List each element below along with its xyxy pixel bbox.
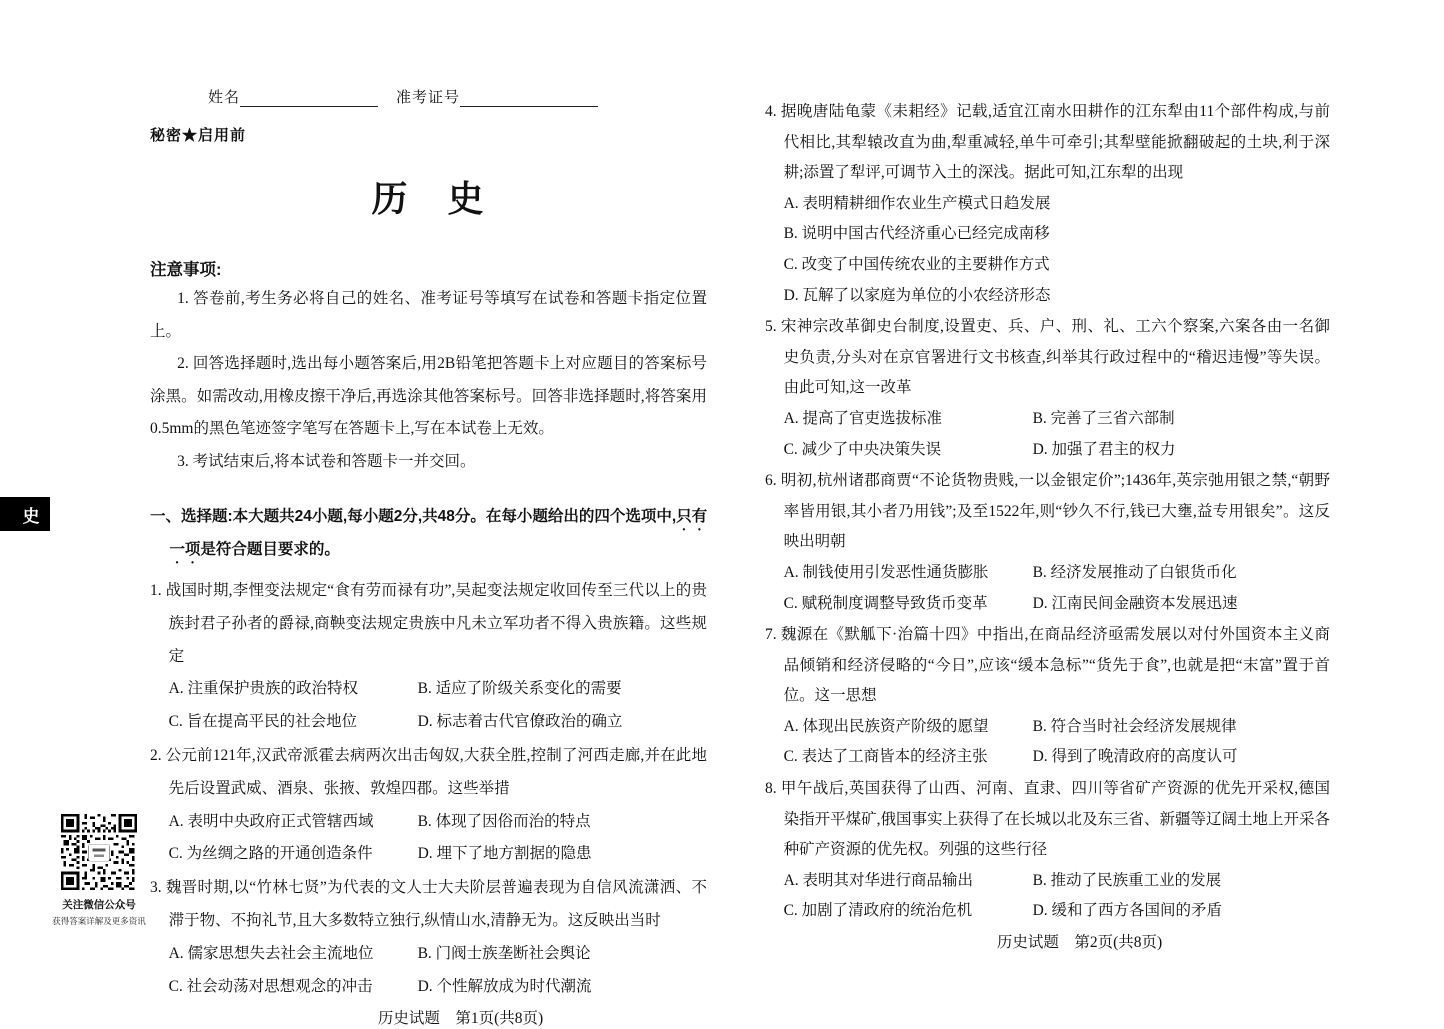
option-a: A. 注重保护贵族的政治特权 bbox=[168, 680, 359, 698]
question-stem: 7. 魏源在《默觚下·治篇十四》中指出,在商品经济亟需发展以对付外国资本主义商品倾销和经济侵略的“今日”,应该“缓本急标”“货先于食”,也就是把“末富”置于首位。这一思想 bbox=[765, 626, 1330, 705]
page-footer: 历史试题 第1页(共8页) bbox=[377, 1010, 544, 1028]
ticket-blank-line bbox=[460, 92, 598, 107]
option-a: A. 表明精耕细作农业生产模式日趋发展 bbox=[783, 194, 1051, 212]
page-footer: 历史试题 第2页(共8页) bbox=[996, 934, 1163, 952]
option-b: B. 经济发展推动了白银货币化 bbox=[1032, 563, 1237, 581]
option-b: B. 门阀士族垄断社会舆论 bbox=[417, 944, 591, 962]
name-label: 姓名 bbox=[208, 90, 241, 106]
name-blank-line bbox=[240, 92, 378, 107]
option-c: C. 表达了工商皆本的经济主张 bbox=[783, 748, 988, 766]
option-a: A. 提高了官吏选拔标准 bbox=[783, 409, 943, 427]
option-c: C. 为丝绸之路的开通创造条件 bbox=[168, 845, 373, 863]
question-stem: 8. 甲午战后,英国获得了山西、河南、直隶、四川等省矿产资源的优先开采权,德国染指开平煤矿,俄国事实上获得了在长城以北及东三省、新疆等辽阔土地上开采各种矿产资源的优先权。列强的这些行径 bbox=[765, 780, 1330, 859]
option-c: C. 减少了中央决策失误 bbox=[783, 440, 942, 458]
option-c: C. 加剧了清政府的统治危机 bbox=[783, 902, 973, 920]
question-4 bbox=[765, 97, 1330, 311]
option-c: C. 改变了中国传统农业的主要耕作方式 bbox=[783, 255, 1050, 273]
section-heading-line1: 一、选择题:本大题共24小题,每小题2分,共48分。在每小题给出的四个选项中,只有 bbox=[150, 508, 708, 525]
option-a: A. 表明其对华进行商品输出 bbox=[783, 871, 974, 889]
qr-caption-line1: 关注微信公众号 bbox=[62, 899, 136, 911]
qr-code bbox=[61, 814, 137, 890]
page-2 bbox=[765, 97, 1330, 952]
option-d: D. 个性解放成为时代潮流 bbox=[417, 977, 592, 995]
question-7 bbox=[765, 620, 1330, 773]
question-stem: 4. 据晚唐陆龟蒙《耒耜经》记载,适宜江南水田耕作的江东犁由11个部件构成,与前代相比,其犁辕改直为曲,犁重减轻,单牛可牵引;其犁壁能掀翻破起的土块,利于深耕;添置了犁评,可调节入土的深浅。据此可知,江东犁的出现 bbox=[765, 103, 1330, 182]
option-a: A. 制钱使用引发恶性通货膨胀 bbox=[783, 563, 989, 581]
question-options bbox=[765, 558, 1330, 619]
section-heading-line2: 一项是符合题目要求的。 bbox=[169, 541, 340, 558]
section-heading bbox=[150, 501, 707, 567]
option-c: C. 赋税制度调整导致货币变革 bbox=[783, 594, 988, 612]
option-b: B. 符合当时社会经济发展规律 bbox=[1032, 717, 1237, 735]
question-stem: 3. 魏晋时期,以“竹林七贤”为代表的文人士大夫阶层普遍表现为自信风流潇洒、不滞于物、不拘礼节,且大多数特立独行,纵情山水,清静无为。这反映出当时 bbox=[150, 879, 707, 929]
option-d: D. 埋下了地方割据的隐患 bbox=[417, 845, 592, 863]
notice-item: 3. 考试结束后,将本试卷和答题卡一并交回。 bbox=[177, 452, 476, 470]
option-b: B. 体现了因俗而治的特点 bbox=[417, 812, 591, 830]
option-d: D. 瓦解了以家庭为单位的小农经济形态 bbox=[783, 286, 1051, 304]
question-8 bbox=[765, 774, 1330, 927]
emphasized-text: 一项 bbox=[169, 541, 201, 558]
option-b: B. 推动了民族重工业的发展 bbox=[1032, 871, 1222, 889]
question-options bbox=[150, 673, 707, 739]
candidate-info-row bbox=[208, 86, 707, 107]
page-1 bbox=[150, 0, 707, 1028]
secrecy-notice: 秘密★启用前 bbox=[150, 127, 247, 144]
option-b: B. 适应了阶级关系变化的需要 bbox=[417, 680, 622, 698]
question-options bbox=[765, 866, 1330, 927]
option-d: D. 江南民间金融资本发展迅速 bbox=[1032, 594, 1238, 612]
question-stem: 5. 宋神宗改革御史台制度,设置吏、兵、户、刑、礼、工六个察案,六案各由一名御史负责,分头对在京官署进行文书核查,纠举其行政过程中的“稽迟违慢”等失误。由此可知,这一改革 bbox=[765, 318, 1330, 397]
question-2 bbox=[150, 740, 707, 871]
question-options bbox=[765, 189, 1330, 311]
emphasized-text: 只有 bbox=[676, 508, 708, 525]
question-5 bbox=[765, 312, 1330, 465]
exam-title: 历 史 bbox=[371, 179, 486, 219]
subject-tab-label: 史 bbox=[22, 506, 40, 526]
notice-item: 2. 回答选择题时,选出每小题答案后,用2B铅笔把答题卡上对应题目的答案标号涂黑。如需改动,用橡皮擦干净后,再选涂其他答案标号。回答非选择题时,将答案用0.5mm的黑色笔迹签字笔写在答题卡上,写在本试卷上无效。 bbox=[150, 355, 707, 437]
notice-item: 1. 答卷前,考生务必将自己的姓名、准考证号等填写在试卷和答题卡指定位置上。 bbox=[150, 290, 707, 340]
question-stem: 2. 公元前121年,汉武帝派霍去病两次出击匈奴,大获全胜,控制了河西走廊,并在此地先后设置武威、酒泉、张掖、敦煌四郡。这些举措 bbox=[150, 746, 707, 797]
question-options bbox=[150, 938, 707, 1004]
notice-heading: 注意事项: bbox=[150, 261, 222, 279]
subject-side-tab bbox=[0, 497, 50, 531]
option-d: D. 得到了晚清政府的高度认可 bbox=[1032, 748, 1238, 766]
option-a: A. 表明中央政府正式管辖西域 bbox=[168, 812, 374, 830]
option-c: C. 旨在提高平民的社会地位 bbox=[168, 713, 358, 731]
option-b: B. 说明中国古代经济重心已经完成南移 bbox=[783, 225, 1050, 243]
qr-block bbox=[48, 814, 150, 927]
question-options bbox=[765, 712, 1330, 773]
question-options bbox=[765, 404, 1330, 465]
question-stem: 1. 战国时期,李悝变法规定“食有劳而禄有功”,吴起变法规定收回传至三代以上的贵族封君子孙者的爵禄,商鞅变法规定贵族中凡未立军功者不得入贵族籍。这些规定 bbox=[150, 582, 707, 665]
option-c: C. 社会动荡对思想观念的冲击 bbox=[168, 977, 373, 995]
question-stem: 6. 明初,杭州诸郡商贾“不论货物贵贱,一以金银定价”;1436年,英宗弛用银之禁,“朝野率皆用银,其小者乃用钱”;及至1522年,则“钞久不行,钱已大壅,益专用银矣”。这反映出明朝 bbox=[765, 472, 1330, 551]
option-d: D. 缓和了西方各国间的矛盾 bbox=[1032, 902, 1223, 920]
option-a: A. 体现出民族资产阶级的愿望 bbox=[783, 717, 989, 735]
ticket-number-label: 准考证号 bbox=[396, 90, 461, 106]
question-6 bbox=[765, 466, 1330, 619]
question-3 bbox=[150, 872, 707, 1003]
option-a: A. 儒家思想失去社会主流地位 bbox=[168, 944, 374, 962]
option-b: B. 完善了三省六部制 bbox=[1032, 409, 1175, 427]
qr-caption-line2: 获得答案详解及更多资讯 bbox=[52, 916, 146, 926]
question-1 bbox=[150, 575, 707, 739]
notice-list bbox=[150, 283, 707, 478]
question-options bbox=[150, 806, 707, 872]
option-d: D. 标志着古代官僚政治的确立 bbox=[417, 713, 623, 731]
option-d: D. 加强了君主的权力 bbox=[1032, 440, 1176, 458]
